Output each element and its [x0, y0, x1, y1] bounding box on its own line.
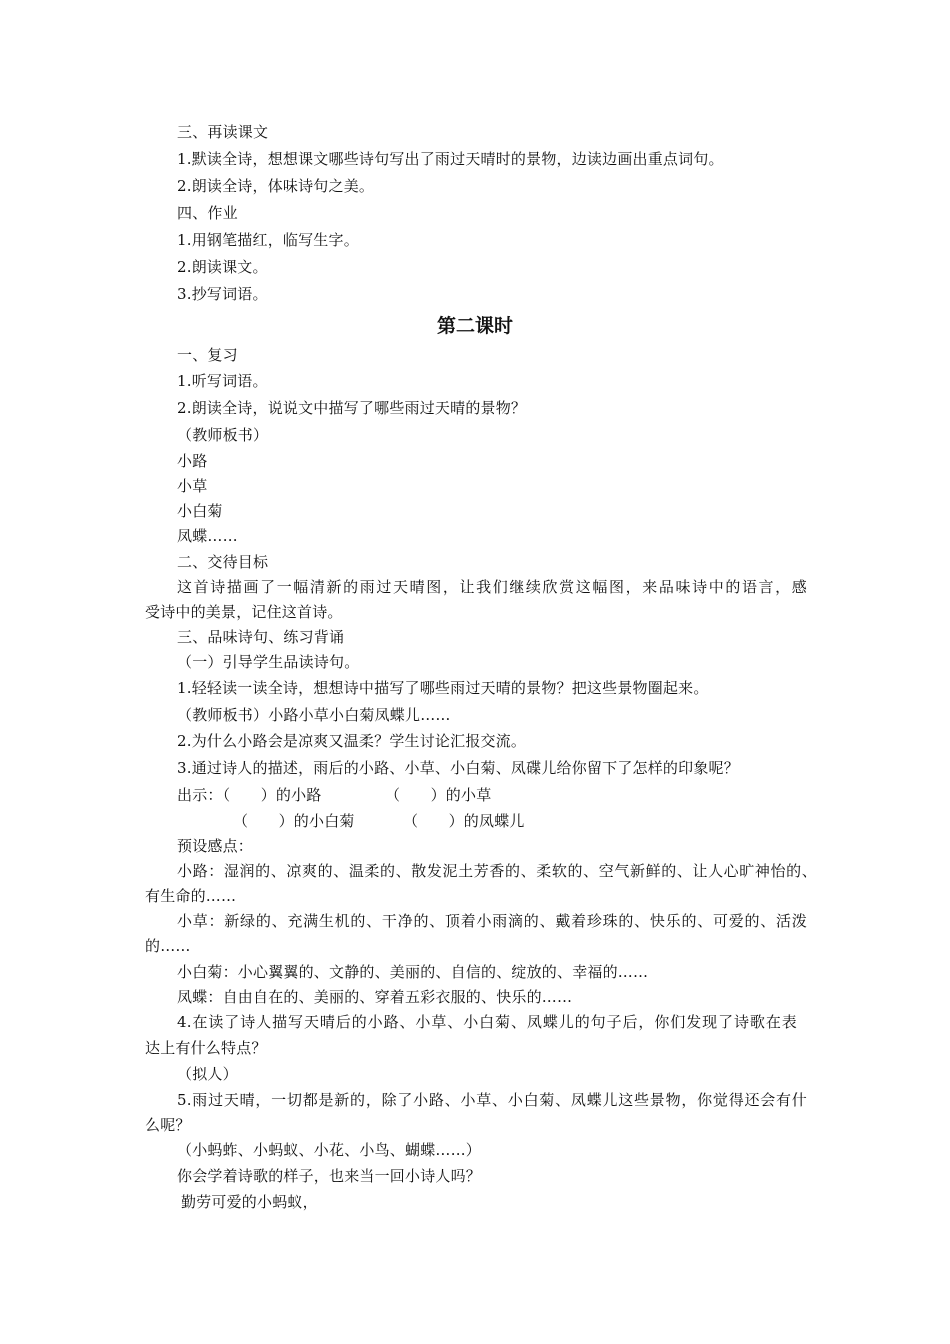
- road-line-1: 小路：湿润的、凉爽的、温柔的、散发泥土芳香的、柔软的、空气新鲜的、让人心旷神怡的、: [177, 862, 817, 880]
- question-3: 3.通过诗人的描述，雨后的小路、小草、小白菊、凤碟儿给你留下了怎样的印象呢？: [177, 759, 739, 777]
- board-note: （教师板书）: [177, 426, 269, 444]
- question-5-answer: （小蚂蚱、小蚂蚁、小花、小鸟、蝴蝶……）: [177, 1141, 482, 1159]
- question-2: 2.为什么小路会是凉爽又温柔？学生讨论汇报交流。: [177, 732, 527, 750]
- road-line-2: 有生命的……: [145, 887, 237, 905]
- grass-line-2: 的……: [145, 937, 191, 955]
- question-4-answer: （拟人）: [177, 1065, 238, 1083]
- review-item-2: 2.朗读全诗，体味诗句之美。: [177, 177, 375, 195]
- show-blank-butterfly: （ ）的凤蝶儿: [403, 812, 525, 830]
- grass-line-1: 小草：新绿的、充满生机的、干净的、顶着小雨滴的、戴着珍珠的、快乐的、可爱的、活泼: [177, 912, 807, 930]
- board-word-2: 小草: [177, 477, 208, 495]
- review-heading: 三、再读课文: [177, 123, 269, 141]
- question-4-line-1: 4.在读了诗人描写天晴后的小路、小草、小白菊、凤蝶儿的句子后，你们发现了诗歌在表: [177, 1013, 797, 1031]
- lesson-review-heading: 一、复习: [177, 346, 238, 364]
- board-word-1: 小路: [177, 452, 208, 470]
- question-4-line-2: 达上有什么特点？: [145, 1039, 267, 1057]
- board-word-3: 小白菊: [177, 502, 223, 520]
- show-blank-road: 出示：（ ）的小路: [177, 786, 322, 804]
- homework-item-3: 3.抄写词语。: [177, 285, 268, 303]
- question-5-line-2: 么呢？: [145, 1116, 191, 1134]
- board-word-4: 凤蝶……: [177, 527, 238, 545]
- goal-heading: 二、交待目标: [177, 553, 269, 571]
- preset-label: 预设感点：: [177, 837, 254, 855]
- show-blank-grass: （ ）的小草: [385, 786, 492, 804]
- question-1: 1.轻轻读一读全诗，想想诗中描写了哪些雨过天晴的景物？把这些景物圈起来。: [177, 679, 709, 697]
- show-blank-daisy: （ ）的小白菊: [233, 812, 355, 830]
- question-1-board: （教师板书）小路小草小白菊凤蝶儿……: [177, 706, 451, 724]
- prompt-line: 你会学着诗歌的样子，也来当一回小诗人吗？: [177, 1167, 482, 1185]
- savor-heading: 三、品味诗句、练习背诵: [177, 628, 345, 646]
- lesson-title: 第二课时: [436, 315, 513, 337]
- homework-heading: 四、作业: [177, 204, 238, 222]
- lesson-review-item-2: 2.朗读全诗，说说文中描写了哪些雨过天晴的景物？: [177, 399, 527, 417]
- lesson-review-item-1: 1.听写词语。: [177, 372, 268, 390]
- homework-item-1: 1.用钢笔描红，临写生字。: [177, 231, 359, 249]
- goal-text-line-2: 受诗中的美景，记住这首诗。: [145, 603, 343, 621]
- homework-item-2: 2.朗读课文。: [177, 258, 268, 276]
- review-item-1: 1.默读全诗，想想课文哪些诗句写出了雨过天晴时的景物，边读边画出重点词句。: [177, 150, 724, 168]
- goal-text-line-1: 这首诗描画了一幅清新的雨过天晴图，让我们继续欣赏这幅图，来品味诗中的语言，感: [177, 578, 807, 596]
- question-5-line-1: 5.雨过天晴，一切都是新的，除了小路、小草、小白菊、凤蝶儿这些景物，你觉得还会有什: [177, 1091, 807, 1109]
- example-line: 勤劳可爱的小蚂蚁，: [181, 1193, 318, 1211]
- butterfly-line: 凤蝶：自由自在的、美丽的、穿着五彩衣服的、快乐的……: [177, 988, 573, 1006]
- sub-heading: （一）引导学生品读诗句。: [177, 653, 360, 671]
- daisy-line: 小白菊：小心翼翼的、文静的、美丽的、自信的、绽放的、幸福的……: [177, 963, 649, 981]
